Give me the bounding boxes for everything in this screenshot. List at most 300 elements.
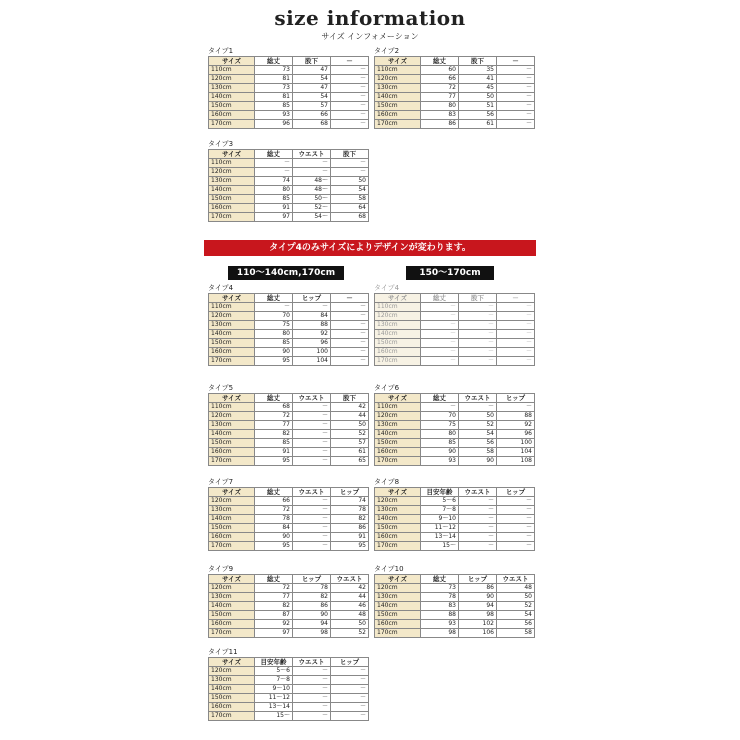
value-cell: － (459, 524, 497, 533)
value-cell: 98 (421, 629, 459, 638)
value-cell: 48～ (293, 186, 331, 195)
value-cell: 51 (459, 102, 497, 111)
size-cell: 150cm (375, 439, 421, 448)
size-cell: 170cm (375, 357, 421, 366)
value-cell: 98 (459, 611, 497, 620)
size-table (208, 56, 369, 129)
value-cell: 11～12 (421, 524, 459, 533)
value-cell: 97 (255, 629, 293, 638)
value-cell: － (497, 321, 535, 330)
column-header: 総丈 (255, 488, 293, 497)
value-cell: 77 (421, 93, 459, 102)
table-type-label: タイプ7 (208, 478, 234, 486)
value-cell: － (497, 497, 535, 506)
value-cell: 92 (293, 330, 331, 339)
value-cell: － (459, 321, 497, 330)
value-cell: 82 (293, 593, 331, 602)
value-cell: 92 (497, 421, 535, 430)
value-cell: 84 (255, 524, 293, 533)
table-row (209, 524, 369, 533)
column-header: サイズ (375, 488, 421, 497)
table-row (209, 515, 369, 524)
value-cell: 106 (459, 629, 497, 638)
column-header: サイズ (375, 575, 421, 584)
table-row (209, 303, 369, 312)
table-row (375, 321, 535, 330)
value-cell: 92 (255, 620, 293, 629)
size-cell: 170cm (209, 213, 255, 222)
value-cell: 44 (331, 593, 369, 602)
size-table-t4b (374, 284, 535, 366)
table-row (375, 620, 535, 629)
value-cell: － (293, 685, 331, 694)
value-cell: 95 (255, 542, 293, 551)
value-cell: 95 (255, 357, 293, 366)
size-cell: 110cm (375, 403, 421, 412)
value-cell: － (421, 312, 459, 321)
value-cell: 56 (459, 111, 497, 120)
column-header: ウエスト (293, 150, 331, 159)
value-cell: 56 (459, 439, 497, 448)
value-cell: － (293, 421, 331, 430)
table-type-label: タイプ8 (374, 478, 400, 486)
size-cell: 130cm (375, 321, 421, 330)
table-header-row (209, 294, 369, 303)
table-row (375, 102, 535, 111)
size-table (208, 574, 369, 638)
value-cell: － (497, 357, 535, 366)
size-table (374, 293, 535, 366)
column-header: ヒップ (497, 394, 535, 403)
table-row (209, 330, 369, 339)
table-row (209, 357, 369, 366)
size-cell: 160cm (209, 620, 255, 629)
table-row (375, 533, 535, 542)
value-cell: － (459, 330, 497, 339)
table-type-label: タイプ10 (374, 565, 404, 573)
value-cell: 5～6 (421, 497, 459, 506)
value-cell: 57 (293, 102, 331, 111)
value-cell: 85 (255, 339, 293, 348)
table-row (375, 448, 535, 457)
value-cell: － (459, 542, 497, 551)
value-cell: 54 (331, 186, 369, 195)
page-title: size information (274, 6, 466, 30)
value-cell: － (421, 348, 459, 357)
value-cell: 82 (255, 430, 293, 439)
value-cell: － (459, 312, 497, 321)
value-cell: 48～ (293, 177, 331, 186)
table-row (209, 403, 369, 412)
value-cell: 86 (293, 602, 331, 611)
value-cell: 97 (255, 213, 293, 222)
value-cell: － (497, 506, 535, 515)
size-cell: 130cm (209, 321, 255, 330)
size-cell: 140cm (209, 515, 255, 524)
column-header: サイズ (209, 658, 255, 667)
value-cell: 108 (497, 457, 535, 466)
value-cell: 50～ (293, 195, 331, 204)
value-cell: 90 (293, 611, 331, 620)
value-cell: － (331, 339, 369, 348)
table-row (209, 84, 369, 93)
column-header: サイズ (209, 488, 255, 497)
value-cell: － (293, 168, 331, 177)
value-cell: 85 (255, 102, 293, 111)
table-row (209, 584, 369, 593)
value-cell: － (293, 667, 331, 676)
value-cell: 94 (459, 602, 497, 611)
size-cell: 130cm (209, 676, 255, 685)
table-row (209, 102, 369, 111)
value-cell: 50 (331, 620, 369, 629)
value-cell: 74 (255, 177, 293, 186)
value-cell: 93 (421, 620, 459, 629)
value-cell: 93 (255, 111, 293, 120)
size-cell: 120cm (209, 667, 255, 676)
value-cell: － (331, 321, 369, 330)
table-row (209, 611, 369, 620)
value-cell: 58 (497, 629, 535, 638)
value-cell: － (497, 542, 535, 551)
value-cell: 90 (255, 533, 293, 542)
size-cell: 140cm (209, 602, 255, 611)
table-type-label: タイプ2 (374, 47, 400, 55)
table-row (375, 542, 535, 551)
value-cell: － (459, 533, 497, 542)
value-cell: 73 (421, 584, 459, 593)
value-cell: 91 (331, 533, 369, 542)
size-cell: 130cm (209, 593, 255, 602)
value-cell: － (331, 120, 369, 129)
value-cell: － (331, 330, 369, 339)
size-table-t3 (208, 140, 369, 222)
table-header-row (375, 294, 535, 303)
table-row (209, 676, 369, 685)
value-cell: 50 (497, 593, 535, 602)
value-cell: 78 (331, 506, 369, 515)
value-cell: 47 (293, 84, 331, 93)
column-header: 股下 (459, 294, 497, 303)
table-row (375, 584, 535, 593)
value-cell: 66 (293, 111, 331, 120)
column-header: － (331, 57, 369, 66)
value-cell: 56 (497, 620, 535, 629)
column-header: 股下 (331, 394, 369, 403)
value-cell: － (421, 357, 459, 366)
value-cell: 15～ (421, 542, 459, 551)
table-row (209, 93, 369, 102)
table-row (209, 457, 369, 466)
size-cell: 170cm (375, 542, 421, 551)
size-table (374, 487, 535, 551)
value-cell: 70 (421, 412, 459, 421)
value-cell: － (293, 506, 331, 515)
size-cell: 170cm (209, 120, 255, 129)
value-cell: 54～ (293, 213, 331, 222)
column-header: 総丈 (255, 394, 293, 403)
table-row (375, 312, 535, 321)
table-type-label: タイプ3 (208, 140, 234, 148)
value-cell: － (497, 120, 535, 129)
column-header: 総丈 (421, 394, 459, 403)
column-header: ヒップ (331, 488, 369, 497)
value-cell: － (331, 111, 369, 120)
column-header: 目安年齢 (421, 488, 459, 497)
value-cell: － (459, 403, 497, 412)
table-row (375, 339, 535, 348)
value-cell: 7～8 (421, 506, 459, 515)
size-cell: 160cm (209, 533, 255, 542)
column-header: 総丈 (255, 57, 293, 66)
size-cell: 140cm (209, 430, 255, 439)
value-cell: 80 (255, 186, 293, 195)
size-cell: 120cm (209, 75, 255, 84)
value-cell: 78 (421, 593, 459, 602)
value-cell: － (293, 403, 331, 412)
size-cell: 150cm (375, 102, 421, 111)
value-cell: － (497, 533, 535, 542)
table-row (209, 712, 369, 721)
value-cell: 68 (331, 213, 369, 222)
value-cell: － (497, 93, 535, 102)
table-header-row (375, 394, 535, 403)
table-row (375, 348, 535, 357)
value-cell: － (293, 542, 331, 551)
size-cell: 170cm (375, 457, 421, 466)
value-cell: 50 (459, 412, 497, 421)
table-header-row (209, 658, 369, 667)
value-cell: － (331, 75, 369, 84)
table-row (209, 497, 369, 506)
value-cell: 98 (293, 629, 331, 638)
size-cell: 140cm (209, 685, 255, 694)
value-cell: 61 (459, 120, 497, 129)
value-cell: 68 (255, 403, 293, 412)
value-cell: － (293, 159, 331, 168)
value-cell: 85 (255, 195, 293, 204)
table-row (209, 111, 369, 120)
value-cell: 58 (459, 448, 497, 457)
table-header-row (375, 488, 535, 497)
column-header: 総丈 (255, 575, 293, 584)
value-cell: － (421, 303, 459, 312)
size-table-t10 (374, 565, 535, 638)
table-row (375, 75, 535, 84)
design-change-banner: タイプ4のみサイズによりデザインが変わります。 (204, 240, 536, 256)
size-cell: 130cm (209, 506, 255, 515)
value-cell: － (331, 685, 369, 694)
column-header: 股下 (293, 57, 331, 66)
value-cell: 100 (293, 348, 331, 357)
table-row (375, 439, 535, 448)
table-row (375, 66, 535, 75)
size-cell: 150cm (209, 102, 255, 111)
value-cell: － (497, 303, 535, 312)
table-header-row (209, 57, 369, 66)
value-cell: 41 (459, 75, 497, 84)
table-header-row (209, 150, 369, 159)
size-cell: 120cm (209, 312, 255, 321)
value-cell: 42 (331, 403, 369, 412)
size-table (208, 293, 369, 366)
value-cell: 65 (331, 457, 369, 466)
value-cell: － (497, 75, 535, 84)
table-row (209, 66, 369, 75)
value-cell: － (497, 515, 535, 524)
size-table-t4a (208, 284, 369, 366)
size-cell: 130cm (375, 421, 421, 430)
size-cell: 140cm (209, 330, 255, 339)
value-cell: 86 (421, 120, 459, 129)
value-cell: 54 (497, 611, 535, 620)
value-cell: 48 (497, 584, 535, 593)
column-header: サイズ (375, 294, 421, 303)
column-header: 総丈 (255, 150, 293, 159)
size-cell: 140cm (375, 515, 421, 524)
value-cell: － (331, 357, 369, 366)
value-cell: － (331, 312, 369, 321)
size-table (208, 487, 369, 551)
size-cell: 130cm (375, 593, 421, 602)
value-cell: 90 (459, 593, 497, 602)
value-cell: 85 (421, 439, 459, 448)
value-cell: 88 (497, 412, 535, 421)
value-cell: － (293, 524, 331, 533)
size-cell: 140cm (375, 430, 421, 439)
size-cell: 120cm (375, 497, 421, 506)
value-cell: － (497, 84, 535, 93)
size-cell: 170cm (375, 120, 421, 129)
table-row (375, 84, 535, 93)
value-cell: 85 (255, 439, 293, 448)
column-header: サイズ (375, 394, 421, 403)
column-header: ウエスト (497, 575, 535, 584)
value-cell: 50 (331, 421, 369, 430)
value-cell: 54 (293, 93, 331, 102)
column-header: ウエスト (293, 394, 331, 403)
size-table-t2 (374, 47, 535, 129)
size-cell: 120cm (209, 412, 255, 421)
value-cell: － (293, 448, 331, 457)
table-row (375, 602, 535, 611)
size-cell: 150cm (209, 195, 255, 204)
value-cell: 50 (459, 93, 497, 102)
value-cell: － (293, 439, 331, 448)
value-cell: 5～6 (255, 667, 293, 676)
page-subtitle: サイズ インフォメーション (321, 32, 419, 41)
table-row (375, 303, 535, 312)
size-cell: 170cm (375, 629, 421, 638)
value-cell: 94 (293, 620, 331, 629)
size-table-t8 (374, 478, 535, 551)
value-cell: 52 (497, 602, 535, 611)
table-type-label: タイプ5 (208, 384, 234, 392)
size-cell: 160cm (209, 448, 255, 457)
column-header: ヒップ (331, 658, 369, 667)
value-cell: － (331, 703, 369, 712)
table-header-row (375, 57, 535, 66)
size-cell: 160cm (375, 620, 421, 629)
value-cell: 61 (331, 448, 369, 457)
value-cell: 66 (255, 497, 293, 506)
value-cell: 95 (255, 457, 293, 466)
table-type-label: タイプ1 (208, 47, 234, 55)
size-table-t11 (208, 648, 369, 721)
column-header: ヒップ (293, 575, 331, 584)
table-row (209, 312, 369, 321)
value-cell: 52 (331, 430, 369, 439)
value-cell: 72 (255, 584, 293, 593)
value-cell: 77 (255, 593, 293, 602)
value-cell: 73 (255, 84, 293, 93)
column-header: ウエスト (293, 488, 331, 497)
table-row (209, 177, 369, 186)
value-cell: － (293, 694, 331, 703)
value-cell: 72 (255, 412, 293, 421)
value-cell: 46 (331, 602, 369, 611)
table-row (375, 111, 535, 120)
value-cell: － (497, 524, 535, 533)
value-cell: 7～8 (255, 676, 293, 685)
size-cell: 130cm (209, 177, 255, 186)
table-row (375, 497, 535, 506)
size-cell: 110cm (209, 403, 255, 412)
value-cell: 77 (255, 421, 293, 430)
table-row (209, 195, 369, 204)
value-cell: － (497, 312, 535, 321)
size-cell: 120cm (375, 75, 421, 84)
value-cell: 83 (421, 602, 459, 611)
value-cell: 47 (293, 66, 331, 75)
size-cell: 120cm (375, 412, 421, 421)
value-cell: 74 (331, 497, 369, 506)
table-row (209, 439, 369, 448)
column-header: 股下 (459, 57, 497, 66)
value-cell: 72 (255, 506, 293, 515)
value-cell: － (255, 168, 293, 177)
value-cell: － (331, 84, 369, 93)
table-row (209, 321, 369, 330)
value-cell: － (293, 703, 331, 712)
table-row (375, 421, 535, 430)
column-header: サイズ (209, 294, 255, 303)
value-cell: 90 (459, 457, 497, 466)
value-cell: 104 (497, 448, 535, 457)
size-range-left-label: 110～140cm,170cm (228, 266, 344, 280)
column-header: ウエスト (293, 658, 331, 667)
table-row (209, 348, 369, 357)
size-cell: 120cm (209, 168, 255, 177)
value-cell: 70 (255, 312, 293, 321)
value-cell: 35 (459, 66, 497, 75)
size-cell: 120cm (375, 584, 421, 593)
size-cell: 160cm (209, 204, 255, 213)
size-table-t9 (208, 565, 369, 638)
size-table (208, 657, 369, 721)
value-cell: 88 (293, 321, 331, 330)
size-cell: 150cm (209, 524, 255, 533)
value-cell: － (459, 357, 497, 366)
table-row (209, 629, 369, 638)
size-cell: 170cm (209, 357, 255, 366)
value-cell: 96 (497, 430, 535, 439)
size-cell: 110cm (375, 303, 421, 312)
value-cell: 80 (421, 430, 459, 439)
value-cell: － (421, 339, 459, 348)
table-row (209, 542, 369, 551)
value-cell: 104 (293, 357, 331, 366)
